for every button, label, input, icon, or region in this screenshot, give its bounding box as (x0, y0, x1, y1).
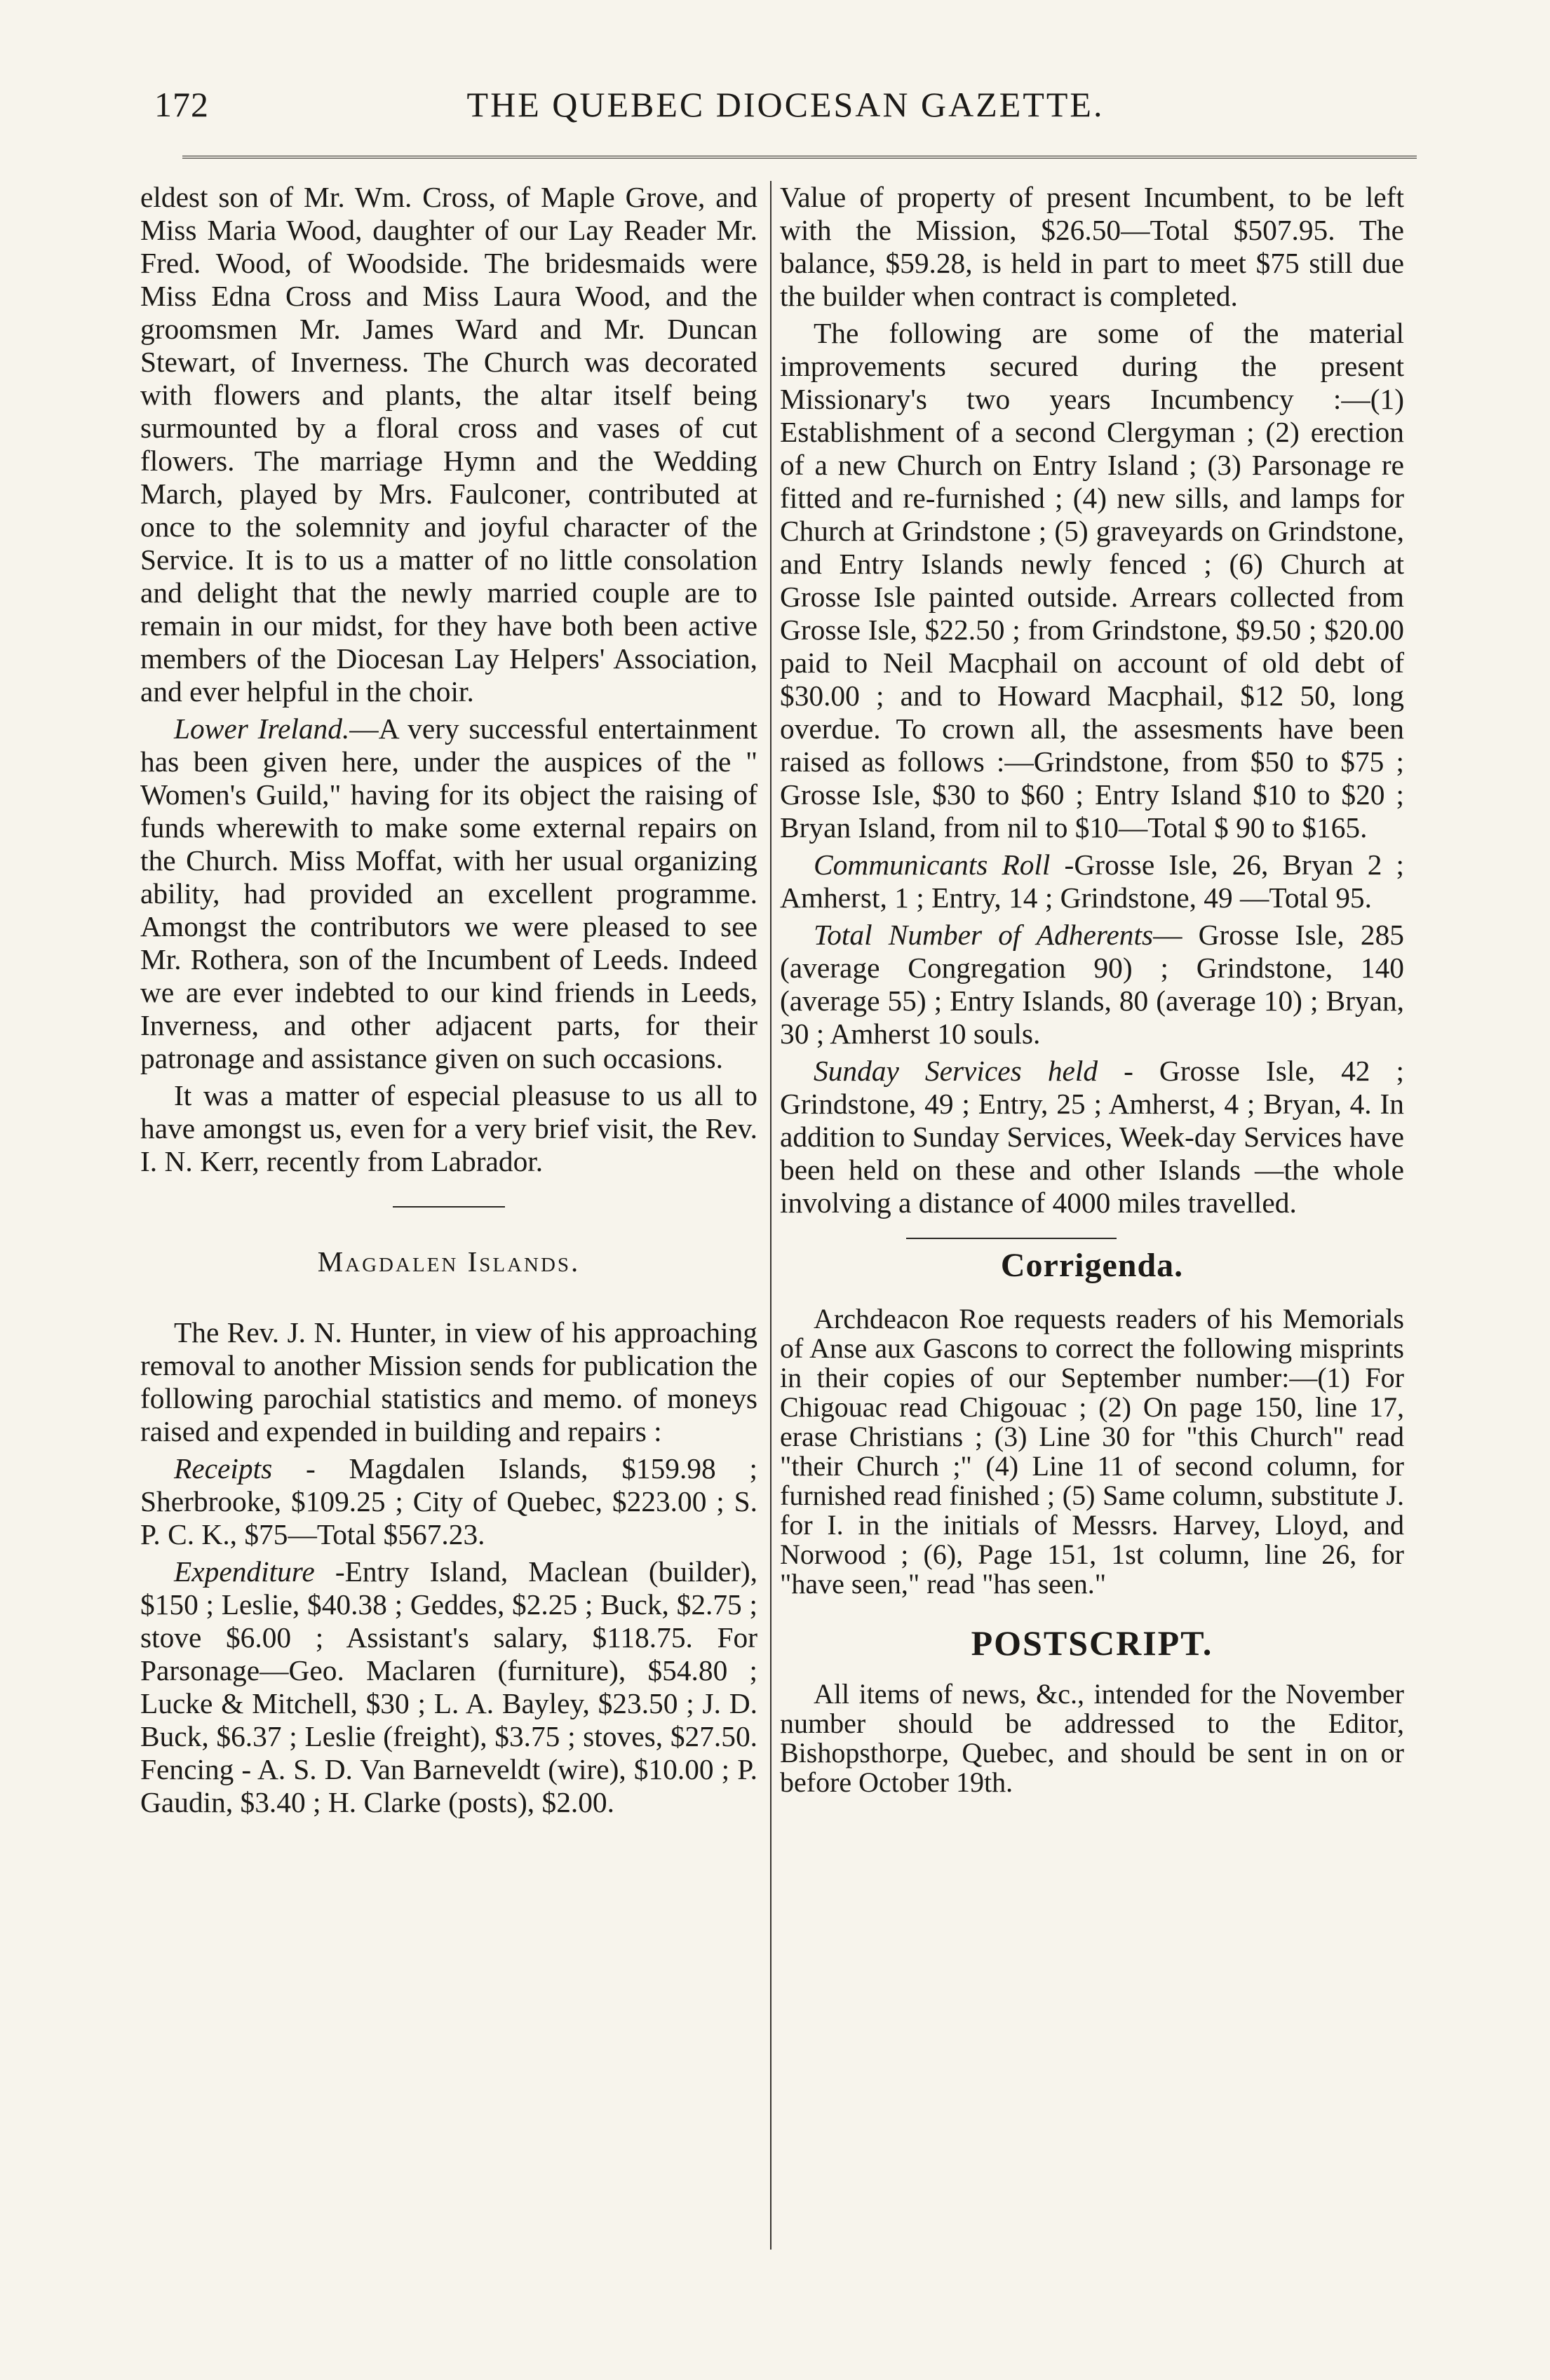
header-rule (182, 156, 1417, 158)
left-column (140, 181, 757, 1823)
article-paragraph: The following are some of the material improvements secured during the present Missionary's two years Incumbency :—(1) Establishment of a second Clergyman ; (2) erection of a new Church on Entry Island ; (3) Parsonage re fitted and re-furnished ; (4) new sills, and lamps for Church at Grindstone ; (5) graveyards on Grindstone, and Entry Islands newly fenced ; (6) Church at Grosse Isle painted outside. Arrears collected from Grosse Isle, $22.50 ; from Grindstone, $9.50 ; $20.00 paid to Neil Macphail on account of old debt of $30.00 ; and to Howard Macphail, $12 50, long overdue. To crown all, the assesments have been raised as follows :—Grindstone, from $50 to $75 ; Grosse Isle, $30 to $60 ; Entry Island $10 to $20 ; Bryan Island, from nil to $10—Total $ 90 to $165. (780, 317, 1404, 844)
article-paragraph: The Rev. J. N. Hunter, in view of his approaching removal to another Mission sends for publication the following parochial statistics and memo. of moneys raised and expended in building and repairs : (140, 1316, 757, 1447)
paragraph-text: -Grosse Isle, 26, Bryan 2 ; Amherst, 1 ; Entry, 14 ; Grindstone, 49 —Total 95. (780, 848, 1404, 914)
paragraph-lead: Expenditure (174, 1555, 315, 1588)
paragraph-lead: Receipts (174, 1452, 273, 1485)
article-paragraph (780, 1055, 1404, 1219)
article-paragraph (140, 1452, 757, 1551)
postscript-heading: POSTSCRIPT. (971, 1623, 1213, 1663)
section-divider (906, 1238, 1117, 1239)
page-header (154, 84, 1417, 147)
right-column (780, 181, 1404, 1801)
corrigenda-heading: Corrigenda. (1000, 1247, 1184, 1284)
article-paragraph: It was a matter of especial pleasuse to us all to have amongst us, even for a very brief visit, the Rev. I. N. Kerr, recently from Labrador. (140, 1079, 757, 1177)
paragraph-lead: Lower Ireland. (174, 712, 350, 745)
paragraph-text: —A very successful entertainment has been given here, under the auspices of the " Women's Guild," having for its object the raising of funds wherewith to make some external repairs on the Church. Miss Moffat, with her usual organizing ability, had provided an excellent programme. Amongst the contributors we were pleased to see Mr. Rothera, son of the Incumbent of Leeds. Indeed we are ever indebted to our kind friends in Leeds, Inverness, and other adjacent parts, for their patronage and assistance given on such occasions. (140, 712, 757, 1074)
paragraph-text: — Grosse Isle, 285 (average Congregation 90) ; Grindstone, 140 (average 55) ; Entry Islands, 80 (average 10) ; Bryan, 30 ; Amherst 10 souls. (780, 919, 1404, 1050)
paragraph-text: - Grosse Isle, 42 ; Grindstone, 49 ; Entry, 25 ; Amherst, 4 ; Bryan, 4. In addition to Sunday Services, Week-day Services have been held on these and other Islands —the whole involving a distance of 4000 miles travelled. (780, 1055, 1404, 1219)
running-title: THE QUEBEC DIOCESAN GAZETTE. (466, 85, 1105, 124)
paragraph-lead: Sunday Services held (814, 1055, 1098, 1087)
article-paragraph (780, 848, 1404, 914)
corrigenda-text: Archdeacon Roe requests readers of his Memorials of Anse aux Gascons to correct the following misprints in their copies of our September number:—(1) For Chigouac read Chigouac ; (2) On page 150, line 17, erase Christians ; (3) Line 30 for "this Church" read "their Church ;" (4) Line 11 of second column, for furnished read finished ; (5) Same column, substitute J. for I. in the initials of Messrs. Harvey, Lloyd, and Norwood ; (6), Page 151, 1st column, line 26, for "have seen," read "has seen." (780, 1303, 1404, 1600)
article-paragraph (140, 1555, 757, 1819)
article-paragraph (780, 919, 1404, 1050)
article-paragraph: Value of property of present Incumbent, to be left with the Mission, $26.50—Total $507.95. The balance, $59.28, is held in part to meet $75 still due the builder when contract is completed. (780, 181, 1404, 312)
article-paragraph (140, 712, 757, 1075)
article-paragraph: eldest son of Mr. Wm. Cross, of Maple Grove, and Miss Maria Wood, daughter of our Lay Reader Mr. Fred. Wood, of Woodside. The bridesmaids were Miss Edna Cross and Miss Laura Wood, and the groomsmen Mr. James Ward and Mr. Duncan Stewart, of Inverness. The Church was decorated with flowers and plants, the altar itself being surmounted by a floral cross and vases of cut flowers. The marriage Hymn and the Wedding March, played by Mrs. Faulconer, contributed at once to the solemnity and joyful character of the Service. It is to us a matter of no little consolation and delight that the newly married couple are to remain in our midst, for they have both been active members of the Diocesan Lay Helpers' Association, and ever helpful in the choir. (140, 181, 757, 708)
page-number: 172 (154, 85, 209, 124)
column-divider (770, 181, 771, 2250)
paragraph-text: -Entry Island, Maclean (builder), $150 ; Leslie, $40.38 ; Geddes, $2.25 ; Buck, $2.75 ; stove $6.00 ; Assistant's salary, $118.75. For Parsonage—Geo. Maclaren (furniture), $54.80 ; Lucke & Mitchell, $30 ; L. A. Bayley, $23.50 ; J. D. Buck, $6.37 ; Leslie (freight), $3.75 ; stoves, $27.50. Fencing - A. S. D. Van Barneveldt (wire), $10.00 ; P. Gaudin, $3.40 ; H. Clarke (posts), $2.00. (140, 1555, 757, 1818)
paragraph-lead: Communicants Roll (814, 848, 1051, 881)
section-heading: Magdalen Islands. (317, 1245, 581, 1278)
paragraph-lead: Total Number of Adherents (814, 919, 1154, 951)
postscript-text: All items of news, &c., intended for the November number should be addressed to the Editor, Bishopsthorpe, Quebec, and should be sent in on or before October 19th. (780, 1678, 1404, 1798)
paragraph-text: - Magdalen Islands, $159.98 ; Sherbrooke, $109.25 ; City of Quebec, $223.00 ; S. P. C. K., $75—Total $567.23. (140, 1452, 757, 1550)
section-divider (393, 1206, 505, 1208)
